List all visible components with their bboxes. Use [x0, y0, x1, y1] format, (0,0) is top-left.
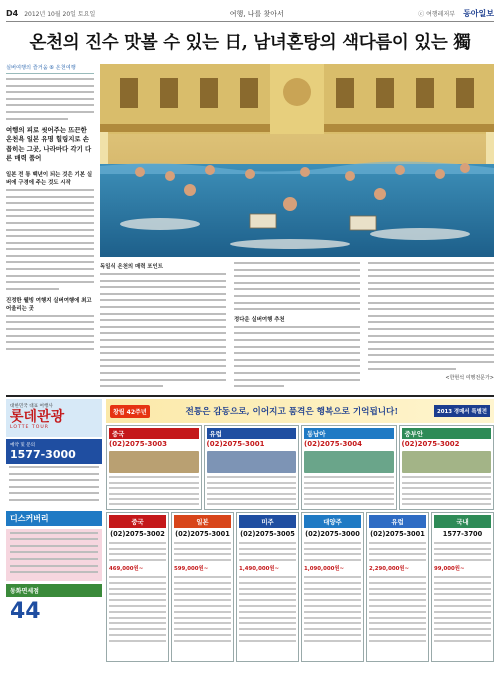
ad-tile-grid	[106, 425, 494, 510]
tile-region: 중부안	[402, 428, 492, 439]
ad-region-tile	[431, 512, 494, 662]
region-phone: (02)2075-3005	[240, 530, 295, 538]
article-signoff: <한현석 여행전문가>	[445, 375, 494, 382]
ad-region-tile	[301, 512, 364, 662]
region-head: 일본	[174, 515, 231, 528]
left-subhead-2: 진정한 웰빙 여행지 실버여행에 최고 어울리는 곳	[6, 297, 92, 312]
column-subhead-b: 정다운 실버여행 추천	[234, 316, 285, 323]
tile-region: 중국	[109, 428, 199, 439]
duty-free-band: 동화면세점	[6, 584, 102, 597]
region-phone: (02)2075-3001	[370, 530, 425, 538]
ad-promo-box	[6, 529, 102, 581]
ad-tile	[301, 425, 397, 510]
region-price: 599,000원~	[174, 566, 209, 573]
article-column-1	[100, 262, 226, 390]
ad-right-panel	[106, 399, 494, 687]
page-number: D4	[6, 9, 19, 18]
region-phone: 1577-3700	[442, 530, 483, 538]
ad-region-row	[106, 512, 494, 662]
reservation-phone: 1577-3000	[10, 448, 76, 461]
region-phone: (02)2075-3002	[110, 530, 165, 538]
newspaper-logo: 동아일보	[463, 9, 494, 18]
region-head: 국내	[434, 515, 491, 528]
lotte-logo-block	[6, 399, 102, 437]
ad-tile	[204, 425, 300, 510]
article-headline: 온천의 진수 맛볼 수 있는 日, 남녀혼탕의 색다름이 있는 獨	[29, 33, 471, 53]
region-price: 2,290,000원~	[369, 566, 410, 573]
region-head: 중국	[109, 515, 166, 528]
lotte-english-name: LOTTE TOUR	[10, 425, 49, 430]
article-left-column	[6, 64, 94, 390]
tile-region: 유럽	[207, 428, 297, 439]
lotte-name: 롯데관광	[10, 409, 65, 425]
ad-tile	[106, 425, 202, 510]
ad-branch-list	[6, 464, 102, 508]
anniversary-badge: 창립 42주년	[110, 405, 150, 418]
region-head: 유럽	[369, 515, 426, 528]
page-header	[6, 6, 494, 22]
ad-region-tile	[106, 512, 169, 662]
thermal-bath-photo	[100, 64, 494, 257]
ad-region-tile	[171, 512, 234, 662]
tile-phone: (02)2075-3002	[401, 440, 460, 448]
ad-region-tile	[236, 512, 299, 662]
region-head: 미주	[239, 515, 296, 528]
left-subhead-1: 일본 전 통 백년이 되는 것은 기본 실버에 구경에 주는 것도 시작	[6, 171, 93, 186]
lotte-tour-advertisement	[6, 395, 494, 685]
ad-region-tile	[366, 512, 429, 662]
pull-quote: 여행의 피로 씻어주는 뜨끈한 온천욕 일본 유명 힐링지로 손꼽히는 그곳, 나라마다 각기 다른 매력 품어	[6, 125, 92, 163]
region-phone: (02)2075-3001	[175, 530, 230, 538]
lotte-tagline: 대한민국 대표 여행사	[10, 404, 53, 409]
left-body-lines	[6, 189, 94, 290]
article-body-columns	[100, 262, 494, 390]
reservation-phone-box	[6, 439, 102, 464]
lead-text-lines	[6, 78, 94, 120]
ad-big-number: 44	[10, 598, 41, 624]
region-price: 99,000원~	[434, 566, 465, 573]
column-subhead-a: 독일식 온천의 매력 포인트	[100, 264, 163, 270]
section-title: 여행, 나를 찾아서	[229, 9, 284, 18]
region-phone: (02)2075-3000	[305, 530, 360, 538]
tile-phone: (02)2075-3004	[304, 440, 363, 448]
tile-phone: (02)2075-3003	[109, 440, 168, 448]
tile-region: 동남아	[304, 428, 394, 439]
region-head: 대양주	[304, 515, 361, 528]
discovery-band: 디스커버리	[6, 511, 102, 526]
phone-label: 예약 및 문의	[10, 443, 36, 448]
ad-slogan: 전통은 감동으로, 이어지고 품격은 행복으로 기억됩니다!	[185, 407, 399, 417]
article-column-3	[368, 262, 494, 390]
tile-phone: (02)2075-3001	[206, 440, 265, 448]
ad-banner	[106, 399, 494, 423]
section-contact: ⓒ 여행레저부	[418, 11, 456, 18]
issue-date: 2012년 10월 20일 토요일	[24, 11, 96, 18]
article-column-2	[234, 262, 360, 390]
region-price: 469,000원~	[109, 566, 144, 573]
left-body-lines-2	[6, 315, 94, 350]
region-price: 1,490,000원~	[239, 566, 280, 573]
article-byline: 실버여행의 즐거움 ⑥ 온천여행	[6, 64, 94, 74]
promo-label: 2013 경매서 특별전	[434, 405, 490, 417]
region-price: 1,090,000원~	[304, 566, 345, 573]
ad-left-panel	[6, 399, 102, 687]
ad-tile	[399, 425, 495, 510]
